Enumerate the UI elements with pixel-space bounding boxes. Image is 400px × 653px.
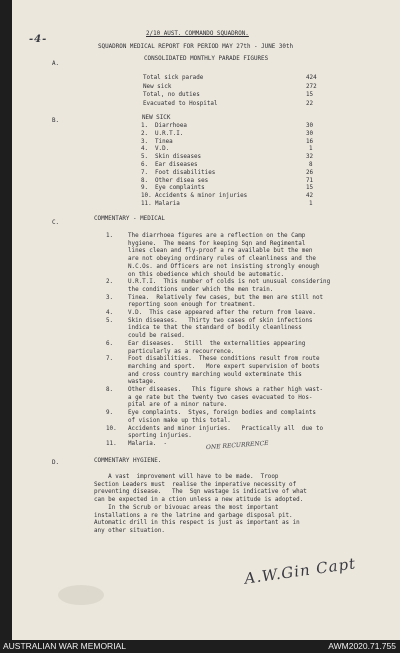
hygiene-line: A vast improvement will have to be made. Troop [94,474,279,480]
hygiene-line: In the Scrub or bivouac areas the most important [94,504,279,511]
new-sick-num: 2. [141,130,149,137]
commentary-line: hygiene. The means for keeping Sqn and Regimental [128,240,306,247]
commentary-line: Other diseases. This figure shows a rather high wast- [128,387,324,393]
new-sick-label: Diarrhoea [155,123,187,129]
commentary-item-number: 9. [106,410,114,417]
section-d-heading: COMMENTARY HYGIENE. [94,458,162,464]
signature: A.W.Gin Capt [243,554,358,588]
new-sick-value: 32 [306,154,314,161]
new-sick-value: 42 [306,193,314,200]
section-a-heading: CONSOLIDATED MONTHLY PARADE FIGURES [144,56,269,62]
commentary-line: a ge rate but the twenty two cases evacuated to Hos- [128,394,313,401]
commentary-item-number: 2. [106,279,114,286]
document-title-text: 2/10 AUST. COMMANDO SQUADRON. [146,31,249,37]
parade-row-label: Total sick parade [143,75,204,81]
new-sick-num: 9. [141,185,149,192]
commentary-line: lines clean and fly-proof a re available but the men [128,248,313,255]
parade-row-label: New sick [143,83,172,90]
hygiene-line: installations a re the latrine and garbage disposal pit. [94,512,293,519]
commentary-item-number: 6. [106,340,114,347]
commentary-line: of vision make up this total. [128,417,231,424]
archive-footer [0,640,400,653]
commentary-line: Eye complaints. Styes, foreign bodies and complaints [128,410,316,417]
new-sick-label: Foot disabilities [155,169,216,176]
new-sick-value: 15 [306,185,314,192]
parade-row-label: Evacuated to Hospital [143,100,218,107]
commentary-line: are not obeying ordinary rules of cleanliness and the [128,256,316,263]
new-sick-value: 30 [306,123,314,129]
section-a-letter: A. [52,61,60,67]
commentary-line: Skin diseases. Thirty two cases of skin infections [128,317,313,324]
commentary-line: reporting soon enough for treatment. [128,302,256,309]
parade-row-value: 22 [306,100,314,107]
document-title [146,32,249,38]
section-c-heading: COMMENTARY - MEDICAL [94,216,165,222]
commentary-line: sporting injuries. [128,433,192,440]
parade-row-value: 15 [306,92,314,98]
hygiene-line: Automatic drill in this respect is just as important as in [94,520,300,527]
commentary-line: Accidents and minor injuries. Practically all due to [128,425,324,432]
new-sick-value: 16 [306,138,314,145]
new-sick-num: 7. [141,169,149,176]
commentary-item-number: 4. [106,310,114,316]
commentary-line: pital are of a minor nature. [128,402,228,409]
new-sick-num: 11. [141,201,152,207]
new-sick-label: Accidents & minor injuries [155,193,248,200]
commentary-item-number: 1. [106,233,114,239]
commentary-line: could be raised. [128,333,185,340]
commentary-item-number: 11. [106,440,117,447]
new-sick-label: U.R.T.I. [155,130,184,137]
new-sick-num: 4. [141,146,149,153]
new-sick-num: 10. [141,193,152,200]
commentary-line: marching and sport. More expert supervision of boots [128,363,320,370]
new-sick-value: 26 [306,169,314,176]
hygiene-line: preventing disease. The Sqn wastage is indicative of what [94,489,307,496]
medical-commentary [94,234,394,454]
commentary-line: Malaria. - [128,440,168,447]
new-sick-label: V.D. [155,146,170,153]
section-b-heading: NEW SICK [142,115,171,121]
new-sick-label: Eye complaints [155,185,205,192]
section-b-letter: B. [52,118,60,124]
commentary-line: V.D. This case appeared after the return from leave. [128,310,316,316]
commentary-line: U.R.T.I. This number of colds is not unusual considering [128,279,331,286]
commentary-line: Foot disabilities. These conditions result from route [128,356,320,363]
new-sick-label: Other disea ses [155,177,209,184]
new-sick-label: Skin diseases [155,154,202,161]
section-d-letter: D. [52,460,60,466]
commentary-line: particularly as a recourrence. [128,348,235,355]
handwritten-annotation: ONE RECURRENCE [205,439,269,452]
new-sick-label: Ear diseases [155,162,198,168]
commentary-line: Tinea. Relatively few cases, but the men are still not [128,294,324,301]
commentary-line: on this obedience which should be automatic. [128,271,285,278]
hygiene-line: can be expected in a ction unless a new atitude is adopted. [94,497,304,504]
new-sick-num: 3. [141,138,149,145]
commentary-item-number: 7. [106,356,114,363]
hygiene-line: any other situation. [94,527,165,534]
commentary-line: indica te that the standard of bodily cleanliness [128,325,302,332]
new-sick-label: Tinea [155,138,173,145]
new-sick-num: 1. [141,123,149,129]
parade-row-value: 424 [306,75,317,81]
commentary-line: N.C.Os. and Officers are not insisting strongly enough [128,263,320,270]
page-number: -4- [29,34,48,45]
new-sick-num: 5. [141,154,149,161]
new-sick-value: 30 [306,130,314,137]
parade-row-label: Total, no duties [143,92,200,98]
parade-row-value: 272 [306,83,317,90]
hygiene-line: Section Leaders must realise the imperative necessity of [94,481,297,488]
commentary-line: and cross country marching would exterminate this [128,371,302,378]
commentary-line: Ear diseases. Still the externalities appearing [128,340,306,347]
footer-institution: AUSTRALIAN WAR MEMORIAL [3,641,126,651]
commentary-item-number: 8. [106,387,114,393]
commentary-item-number: 10. [106,425,117,432]
footer-accession-number: AWM2020.71.755 [328,641,396,651]
commentary-line: the conditions under which the men train. [128,286,274,293]
document-subtitle: SQUADRON MEDICAL REPORT FOR PERIOD MAY 27th - JUNE 30th [98,44,294,50]
commentary-item-number: 5. [106,317,114,324]
commentary-item-number: 3. [106,294,114,301]
new-sick-value: 1 [309,146,313,153]
commentary-line: wastage. [128,379,157,386]
document-page [12,0,400,640]
paper-stain [58,585,104,605]
new-sick-num: 8. [141,177,149,184]
new-sick-label: Malaria [155,201,180,207]
new-sick-value: 1 [309,201,313,207]
section-c-letter: C. [52,220,60,226]
new-sick-value: 8 [309,162,313,168]
new-sick-value: 71 [306,177,314,184]
new-sick-num: 6. [141,162,149,168]
commentary-line: The diarrhoea figures are a reflection on the Camp [128,233,306,239]
hygiene-commentary [94,475,394,565]
